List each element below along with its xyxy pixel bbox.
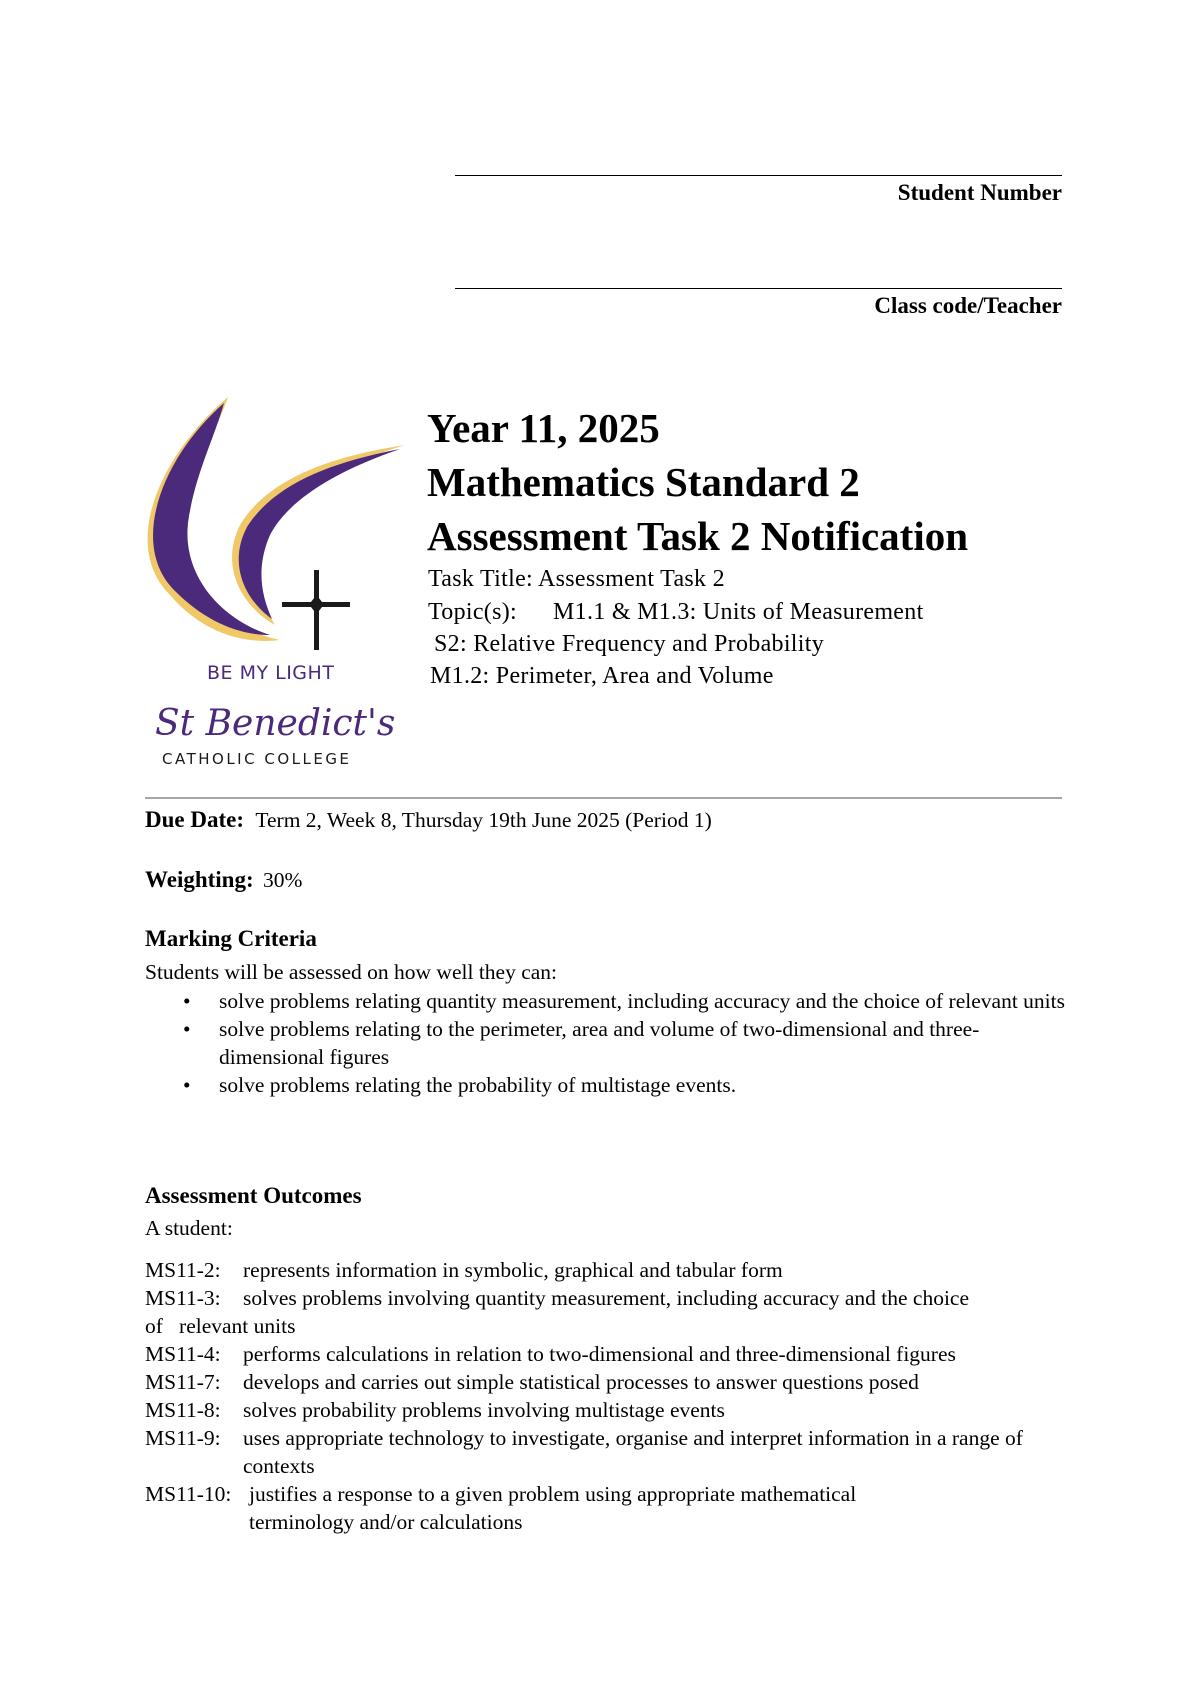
- weighting-value: 30%: [263, 868, 303, 892]
- due-date-value: Term 2, Week 8, Thursday 19th June 2025 (Period 1): [255, 808, 712, 832]
- outcome-row: MS11-2: represents information in symbolic, graphical and tabular form: [145, 1258, 783, 1282]
- list-item: • solve problems relating the probability of multistage events.: [183, 1073, 737, 1097]
- list-item: • solve problems relating to the perimeter, area and volume of two-dimensional and three-dimensional figures: [183, 1017, 980, 1069]
- marking-criteria-heading: Marking Criteria: [145, 926, 317, 951]
- class-code-line: [455, 288, 1062, 289]
- student-number-line: [455, 175, 1062, 176]
- assessment-outcomes-intro: A student:: [145, 1216, 233, 1240]
- logo-school-script: St Benedict's: [155, 703, 396, 744]
- topic-3: M1.2: Perimeter, Area and Volume: [430, 663, 774, 689]
- topic-2: S2: Relative Frequency and Probability: [434, 631, 824, 657]
- title-subject: Mathematics Standard 2: [427, 459, 860, 505]
- student-number-label: Student Number: [897, 180, 1062, 205]
- weighting: [145, 866, 302, 894]
- logo-school-caps: CATHOLIC COLLEGE: [162, 750, 352, 768]
- outcome-row: MS11-3: solves problems involving quantity measurement, including accuracy and the choice: [145, 1286, 970, 1310]
- topic-1: M1.1 & M1.3: Units of Measurement: [553, 599, 924, 625]
- outcomes-list: [145, 1256, 1075, 1536]
- logo-tagline: BE MY LIGHT: [207, 662, 335, 684]
- title-year: Year 11, 2025: [427, 405, 660, 451]
- topics-label: Topic(s):: [428, 599, 517, 625]
- class-code-label: Class code/Teacher: [874, 293, 1062, 318]
- outcome-row: MS11-9: uses appropriate technology to investigate, organise and interpret information in a range of contexts: [145, 1426, 1023, 1478]
- list-item: • solve problems relating quantity measurement, including accuracy and the choice of relevant units: [183, 989, 1065, 1013]
- outcome-row: MS11-10: justifies a response to a given problem using appropriate mathematical terminology and/or calculations: [145, 1482, 857, 1534]
- cross-icon: [282, 570, 350, 650]
- assessment-outcomes-heading: Assessment Outcomes: [145, 1183, 362, 1208]
- marking-criteria-list: [145, 987, 1065, 1099]
- outcome-continuation: of relevant units: [145, 1314, 296, 1338]
- due-date: [145, 806, 712, 834]
- outcome-row: MS11-7: develops and carries out simple statistical processes to answer questions posed: [145, 1370, 919, 1394]
- outcome-row: MS11-8: solves probability problems involving multistage events: [145, 1398, 725, 1422]
- weighting-label: Weighting:: [145, 867, 254, 892]
- header-divider: [145, 797, 1062, 799]
- marking-criteria-intro: Students will be assessed on how well they can:: [145, 960, 558, 984]
- swoosh-cross-emblem: [120, 395, 420, 665]
- title-notification: Assessment Task 2 Notification: [427, 513, 969, 559]
- school-logo: [120, 395, 420, 775]
- due-date-label: Due Date:: [145, 807, 244, 832]
- task-title: Task Title: Assessment Task 2: [428, 566, 725, 592]
- outcome-row: MS11-4: performs calculations in relation to two-dimensional and three-dimensional figures: [145, 1342, 956, 1366]
